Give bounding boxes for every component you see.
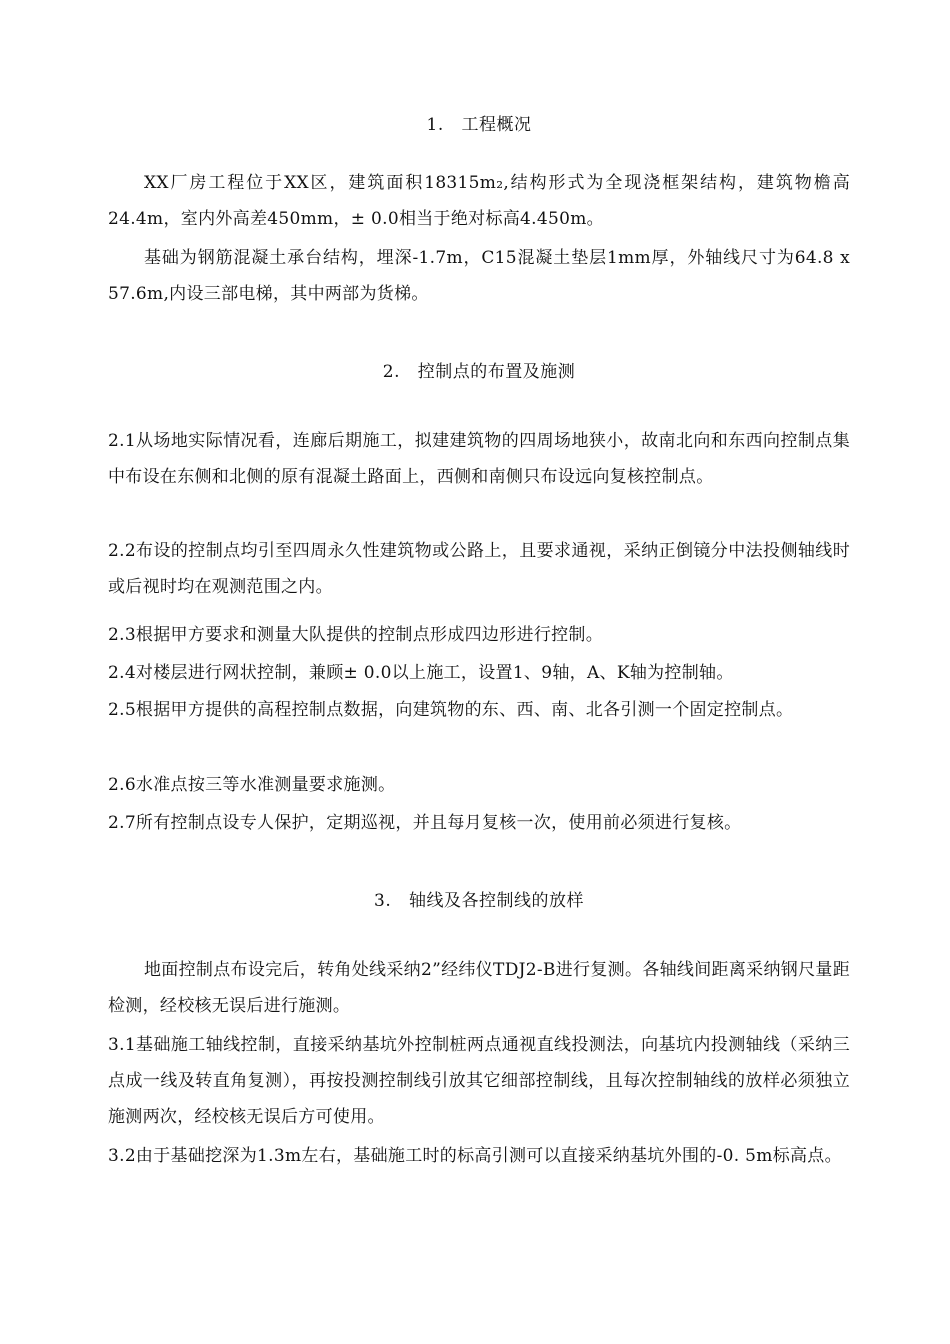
section-1-paragraph-2: 基础为钢筋混凝土承台结构，埋深-1.7m，C15混凝土垫层1mm厚，外轴线尺寸为64.8 x 57.6m,内设三部电梯，其中两部为货梯。 <box>108 248 850 304</box>
section-1-heading: 1. 工程概况 <box>426 115 532 135</box>
section-2-item-2-4: 2.4对楼层进行网状控制，兼顾± 0.0以上施工，设置1、9轴，A、K轴为控制轴。 <box>108 663 734 683</box>
section-2-item-2-6: 2.6水准点按三等水准测量要求施测。 <box>108 775 396 795</box>
section-2-item-2-3: 2.3根据甲方要求和测量大队提供的控制点形成四边形进行控制。 <box>108 625 604 645</box>
section-2-item-2-1: 2.1从场地实际情况看，连廊后期施工，拟建建筑物的四周场地狭小，故南北向和东西向控制点集中布设在东侧和北侧的原有混凝土路面上，西侧和南侧只布设远向复核控制点。 <box>108 431 850 487</box>
section-3-paragraph-intro: 地面控制点布设完后，转角处线采纳2”经纬仪TDJ2-B进行复测。各轴线间距离采纳钢尺量距检测，经校核无误后进行施测。 <box>108 960 850 1016</box>
section-2-item-2-2: 2.2布设的控制点均引至四周永久性建筑物或公路上，且要求通视，采纳正倒镜分中法投侧轴线时或后视时均在观测范围之内。 <box>108 541 850 597</box>
section-2-heading: 2. 控制点的布置及施测 <box>382 362 576 382</box>
section-3-item-3-1: 3.1基础施工轴线控制，直接采纳基坑外控制桩两点通视直线投测法，向基坑内投测轴线（采纳三点成一线及转直角复测），再按投测控制线引放其它细部控制线，且每次控制轴线的放样必须独立施测两次，经校核无误后方可使用。 <box>108 1035 850 1127</box>
section-2-item-2-7: 2.7所有控制点设专人保护，定期巡视，并且每月复核一次，使用前必须进行复核。 <box>108 813 742 833</box>
section-3-item-3-2: 3.2由于基础挖深为1.3m左右，基础施工时的标高引测可以直接采纳基坑外围的-0. 5m标高点。 <box>108 1146 842 1166</box>
section-1-paragraph-1: XX厂房工程位于XX区，建筑面积18315m₂,结构形式为全现浇框架结构，建筑物檐高24.4m，室内外高差450mm，± 0.0相当于绝对标高4.450m。 <box>108 173 850 229</box>
section-3-heading: 3. 轴线及各控制线的放样 <box>374 891 584 911</box>
section-2-item-2-5: 2.5根据甲方提供的高程控制点数据，向建筑物的东、西、南、北各引测一个固定控制点。 <box>108 700 794 720</box>
